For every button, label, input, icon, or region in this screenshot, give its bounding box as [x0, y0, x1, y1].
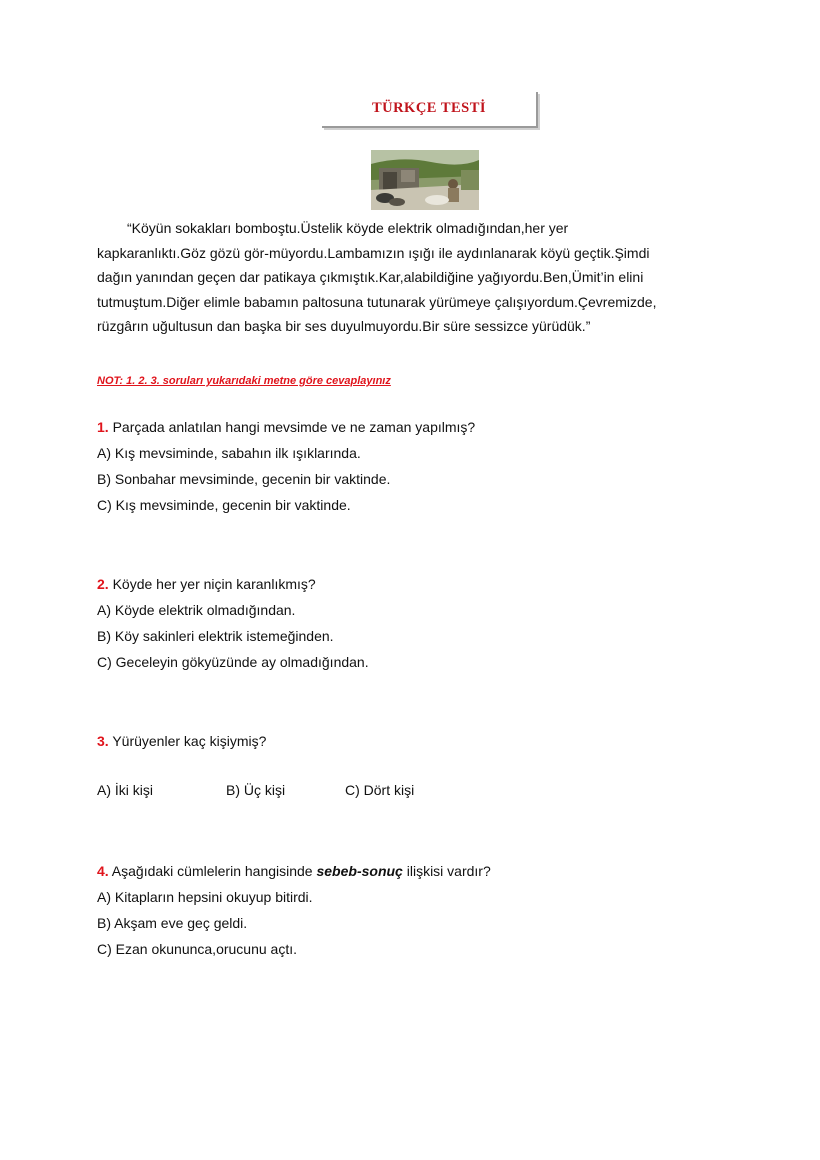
option-b[interactable]: B) Üç kişi	[226, 782, 286, 798]
option-b[interactable]: B) Köy sakinleri elektrik istemeğinden.	[97, 628, 334, 644]
passage-line: tutmuştum.Diğer elimle babamın paltosuna tutunarak yürümeye çalışıyordum.Çevremizde,	[97, 293, 657, 310]
question-text: Parçada anlatılan hangi mevsimde ve ne zaman yapılmış?	[108, 419, 476, 435]
option-a[interactable]: A) Kış mevsiminde, sabahın ilk ışıklarında.	[97, 445, 361, 461]
question-number: 2.	[97, 576, 109, 592]
option-c[interactable]: C) Kış mevsiminde, gecenin bir vaktinde.	[97, 497, 351, 513]
question-text: Yürüyenler kaç kişiymiş?	[108, 733, 267, 749]
question-4	[97, 858, 491, 962]
question-number: 1.	[97, 419, 109, 435]
passage-line: “Köyün sokakları bomboştu.Üstelik köyde elektrik olmadığından,her yer	[127, 220, 569, 236]
question-emphasis: sebeb-sonuç	[316, 863, 403, 879]
option-c[interactable]: C) Geceleyin gökyüzünde ay olmadığından.	[97, 654, 369, 670]
option-a[interactable]: A) Kitapların hepsini okuyup bitirdi.	[97, 889, 313, 905]
instruction-note: NOT: 1. 2. 3. soruları yukarıdaki metne göre cevaplayınız	[97, 375, 391, 387]
reading-passage	[97, 216, 722, 339]
question-2	[97, 571, 369, 675]
question-number: 4.	[97, 863, 109, 879]
option-a[interactable]: A) Köyde elektrik olmadığından.	[97, 602, 296, 618]
question-1	[97, 414, 475, 518]
option-c[interactable]: C) Dört kişi	[345, 782, 415, 798]
question-text: Aşağıdaki cümlelerin hangisinde	[108, 863, 317, 879]
page-title: TÜRKÇE TESTİ	[371, 100, 487, 116]
passage-line: kapkaranlıktı.Göz gözü gör-müyordu.Lambamızın ışığı ile aydınlanarak köyü geçtik.Şimdi	[97, 244, 650, 261]
title-box	[322, 92, 538, 128]
question-number: 3.	[97, 733, 109, 749]
option-c[interactable]: C) Ezan okununca,orucunu açtı.	[97, 941, 298, 957]
option-a[interactable]: A) İki kişi	[97, 782, 153, 798]
question-text: Köyde her yer niçin karanlıkmış?	[108, 576, 316, 592]
option-b[interactable]: B) Akşam eve geç geldi.	[97, 915, 248, 931]
village-photo	[371, 150, 479, 210]
option-b[interactable]: B) Sonbahar mevsiminde, gecenin bir vaktinde.	[97, 471, 391, 487]
question-3	[97, 728, 266, 754]
passage-line: rüzgârın uğultusun dan başka bir ses duyulmuyordu.Bir süre sessizce yürüdük.”	[97, 318, 591, 334]
question-text-end: ilişkisi vardır?	[402, 863, 491, 879]
passage-line: dağın yanından geçen dar patikaya çıkmıştık.Kar,alabildiğine yağıyordu.Ben,Ümit’in elini	[97, 269, 644, 285]
